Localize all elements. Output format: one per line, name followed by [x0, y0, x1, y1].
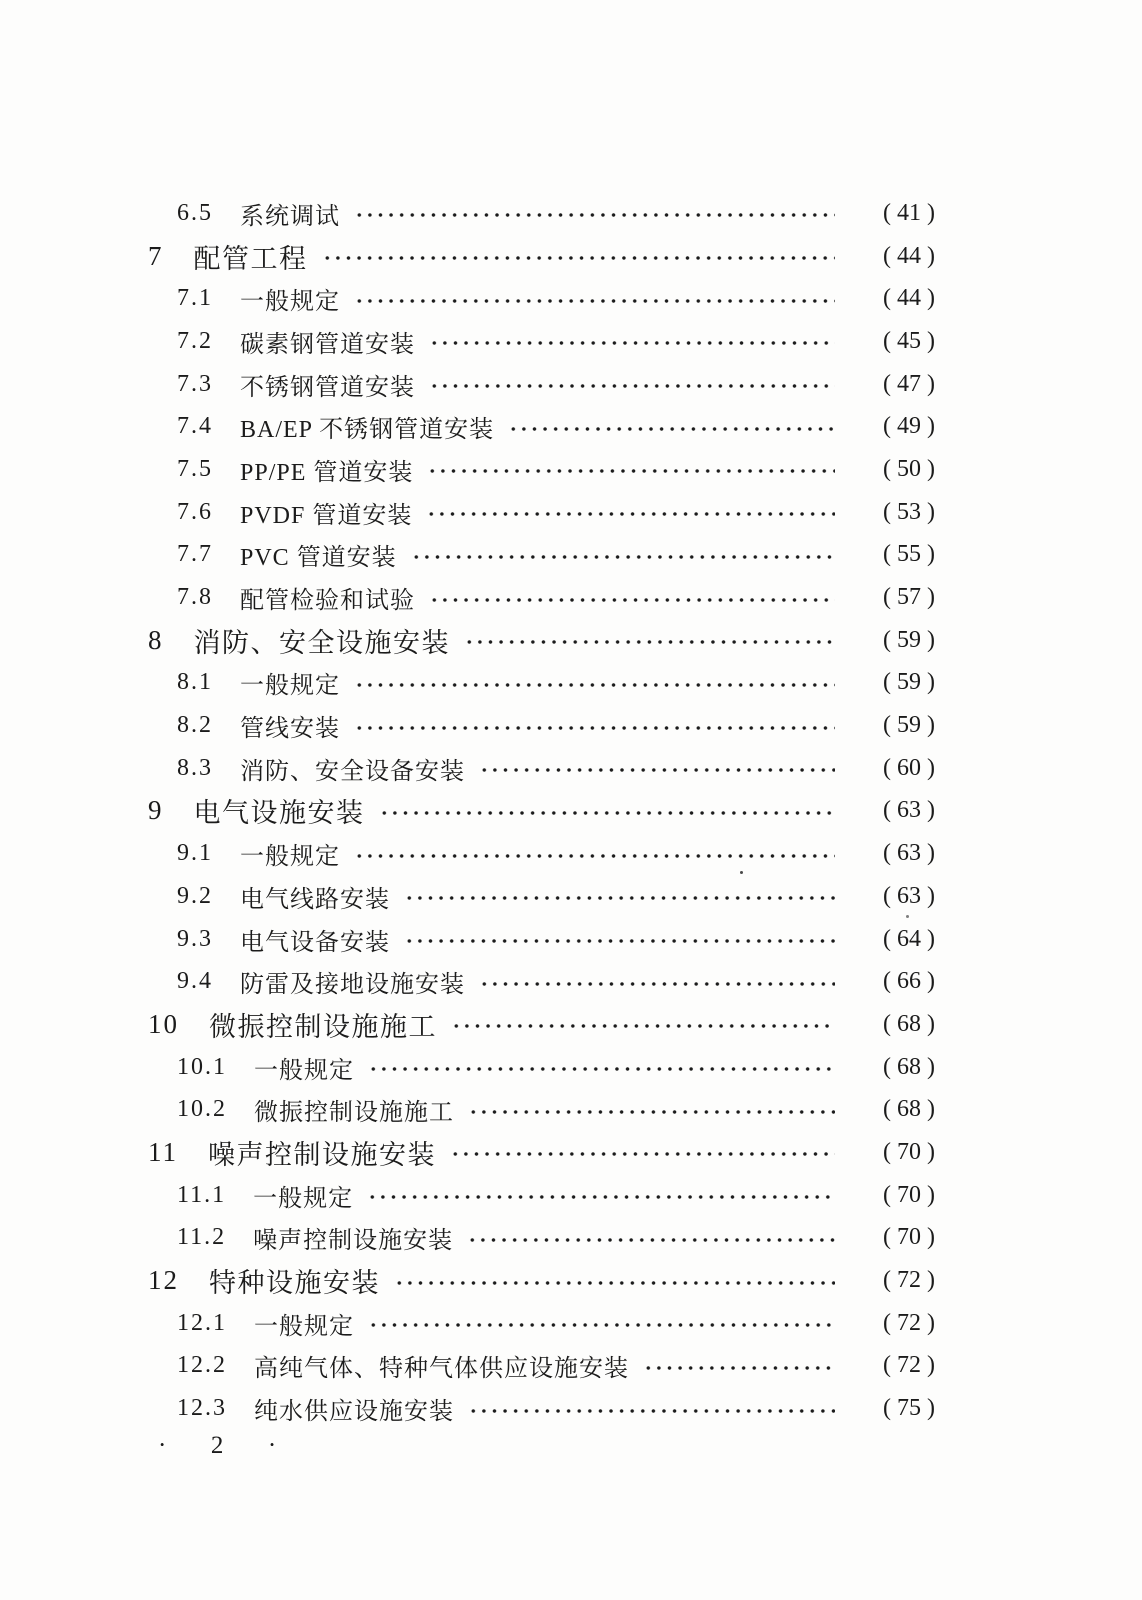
toc-entry-title: 特种设施安装: [209, 1268, 380, 1299]
toc-entry: [143, 619, 935, 662]
toc-entry-page: ( 72 ): [883, 1309, 935, 1336]
toc-entry: [143, 277, 935, 320]
dot-leader: [643, 1365, 835, 1371]
dot-leader: [479, 981, 835, 987]
toc-entry-page: ( 59 ): [883, 669, 935, 696]
toc-entry: [143, 320, 935, 363]
toc-entry: [143, 576, 935, 619]
dot-leader: [450, 1151, 835, 1157]
toc-entry-title: PVC 管道安装: [240, 545, 397, 572]
toc-entry-page: ( 44 ): [883, 285, 935, 312]
toc-entry-title: 电气设施安装: [193, 798, 365, 829]
toc-entry: [143, 704, 935, 747]
toc-entry-number: 7.8: [177, 584, 213, 611]
toc-entry-page: ( 55 ): [883, 541, 935, 568]
toc-entry: [143, 235, 935, 278]
dot-leader: [368, 1066, 835, 1072]
dot-leader: [368, 1322, 835, 1328]
dot-leader: [427, 468, 835, 474]
toc-entry: [143, 1217, 935, 1260]
toc-entry-page: ( 59 ): [883, 626, 935, 653]
toc-entry-page: ( 70 ): [883, 1224, 935, 1251]
toc-entry: [143, 192, 935, 235]
toc-entry: [143, 960, 935, 1003]
toc-entry-number: 9: [148, 795, 164, 826]
toc-entry-page: ( 60 ): [883, 754, 935, 781]
dot-leader: [354, 298, 835, 304]
toc-entry-page: ( 45 ): [883, 327, 935, 354]
toc-entry-number: 9.3: [177, 925, 213, 952]
dot-leader: [404, 895, 835, 901]
toc-entry-number: 11.1: [177, 1181, 227, 1208]
toc-entry-page: ( 75 ): [883, 1395, 935, 1422]
page-number-footer: · 2 ·: [158, 1432, 281, 1459]
toc-entry-page: ( 72 ): [883, 1267, 935, 1294]
toc-entry: [143, 1174, 935, 1217]
toc-entry-number: 8.3: [177, 754, 213, 781]
dot-leader: [426, 511, 835, 517]
toc-entry-title: PP/PE 管道安装: [240, 459, 414, 486]
dot-leader: [468, 1408, 835, 1414]
toc-entry-number: 9.1: [177, 840, 213, 867]
dot-leader: [508, 426, 835, 432]
toc-entry-page: ( 68 ): [883, 1096, 935, 1123]
toc-entry-number: 7.1: [177, 285, 213, 312]
toc-entry-page: ( 72 ): [883, 1352, 935, 1379]
toc-entry-title: 噪声控制设施安装: [253, 1228, 454, 1255]
toc-entry-title: 一般规定: [240, 673, 340, 700]
toc-entry: [143, 1345, 935, 1388]
toc-entry-number: 9.4: [177, 968, 213, 995]
toc-entry-number: 12.1: [177, 1309, 227, 1336]
dot-leader: [354, 725, 835, 731]
toc-entry-title: 防雷及接地设施安装: [240, 972, 465, 999]
toc-entry-number: 7.5: [177, 455, 213, 482]
toc-entry: [143, 405, 935, 448]
toc-entry-title: PVDF 管道安装: [240, 502, 413, 529]
toc-entry-page: ( 68 ): [883, 1053, 935, 1080]
dot-leader: [411, 554, 835, 560]
dot-leader: [429, 383, 835, 389]
toc-entry-number: 8.2: [177, 712, 213, 739]
toc-entry-number: 7.4: [177, 413, 213, 440]
dot-leader: [354, 853, 835, 859]
toc-entry: [143, 491, 935, 534]
toc-entry-title: 消防、安全设施安装: [193, 627, 450, 658]
toc-entry-page: ( 53 ): [883, 498, 935, 525]
scan-speck: [740, 871, 743, 874]
dot-leader: [429, 340, 835, 346]
toc-entry: [143, 448, 935, 491]
dot-leader: [451, 1023, 835, 1029]
toc-entry: [143, 747, 935, 790]
toc-entry-page: ( 64 ): [883, 925, 935, 952]
dot-leader: [354, 212, 835, 218]
toc-entry-page: ( 70 ): [883, 1181, 935, 1208]
toc-entry-title: BA/EP 不锈钢管道安装: [240, 417, 495, 444]
dot-leader: [467, 1237, 835, 1243]
toc-entry-page: ( 59 ): [883, 712, 935, 739]
toc-entry: [143, 662, 935, 705]
toc-entry-title: 电气线路安装: [240, 886, 390, 913]
toc-entry-page: ( 70 ): [883, 1138, 935, 1165]
toc-entry-page: ( 41 ): [883, 199, 935, 226]
dot-leader: [468, 1109, 835, 1115]
dot-leader: [322, 255, 836, 261]
dot-leader: [379, 810, 836, 816]
toc-entry-title: 消防、安全设备安装: [240, 758, 465, 785]
toc-entry-number: 10.1: [177, 1053, 227, 1080]
toc-entry-title: 管线安装: [240, 716, 340, 743]
scan-speck: [906, 915, 909, 918]
toc-entry-page: ( 68 ): [883, 1010, 935, 1037]
toc-entry-number: 12.3: [177, 1395, 227, 1422]
dot-leader: [354, 682, 835, 688]
toc-entry-title: 微振控制设施施工: [209, 1011, 437, 1042]
toc-entry-title: 配管检验和试验: [240, 588, 415, 615]
toc-entry-number: 6.5: [177, 199, 213, 226]
toc-entry-title: 一般规定: [254, 1313, 354, 1340]
toc-entry-title: 微振控制设施施工: [254, 1100, 454, 1127]
toc-entry-page: ( 63 ): [883, 882, 935, 909]
dot-leader: [464, 639, 835, 645]
toc-entry-number: 8: [148, 624, 164, 655]
toc-entry: [143, 534, 935, 577]
dot-leader: [404, 938, 835, 944]
toc-entry: [143, 918, 935, 961]
toc-entry-title: 噪声控制设施安装: [208, 1139, 436, 1170]
toc-entry: [143, 1003, 935, 1046]
toc-entry-number: 7.3: [177, 370, 213, 397]
toc-entry: [143, 1387, 935, 1430]
toc-entry-number: 7: [148, 240, 164, 271]
toc-entry-page: ( 66 ): [883, 968, 935, 995]
toc-entry-title: 一般规定: [253, 1185, 354, 1212]
toc-entry-number: 7.2: [177, 327, 213, 354]
toc-entry-number: 8.1: [177, 669, 213, 696]
toc-entry-title: 系统调试: [240, 203, 340, 230]
toc-entry-number: 7.6: [177, 498, 213, 525]
toc-entry-page: ( 63 ): [883, 797, 935, 824]
toc-entry: [143, 875, 935, 918]
toc-entry-page: ( 57 ): [883, 584, 935, 611]
toc-entry-page: ( 63 ): [883, 840, 935, 867]
toc-entry: [143, 1088, 935, 1131]
toc-list: [143, 192, 935, 1430]
toc-entry: [143, 1131, 935, 1174]
toc-entry: [143, 1302, 935, 1345]
toc-entry-title: 电气设备安装: [240, 929, 390, 956]
dot-leader: [429, 597, 835, 603]
toc-entry: [143, 363, 935, 406]
toc-entry-title: 高纯气体、特种气体供应设施安装: [254, 1356, 629, 1383]
toc-entry-number: 11: [148, 1136, 178, 1167]
toc-entry-number: 11.2: [177, 1224, 227, 1251]
toc-entry: [143, 832, 935, 875]
toc-entry-title: 不锈钢管道安装: [240, 374, 415, 401]
toc-entry-page: ( 50 ): [883, 455, 935, 482]
toc-entry-page: ( 44 ): [883, 242, 935, 269]
dot-leader: [394, 1280, 835, 1286]
toc-entry-title: 纯水供应设施安装: [254, 1399, 454, 1426]
dot-leader: [367, 1194, 835, 1200]
toc-entry-number: 10.2: [177, 1096, 227, 1123]
toc-entry: [143, 1259, 935, 1302]
toc-entry: [143, 790, 935, 833]
toc-entry-title: 一般规定: [254, 1057, 354, 1084]
dot-leader: [479, 767, 835, 773]
toc-entry-number: 9.2: [177, 882, 213, 909]
toc-entry-number: 12: [148, 1265, 179, 1296]
toc-entry-number: 10: [148, 1008, 179, 1039]
toc-entry-title: 一般规定: [240, 289, 340, 316]
toc-entry-number: 7.7: [177, 541, 213, 568]
toc-entry-title: 一般规定: [240, 844, 340, 871]
toc-entry-title: 配管工程: [193, 243, 308, 274]
toc-entry-page: ( 49 ): [883, 413, 935, 440]
toc-entry-title: 碳素钢管道安装: [240, 331, 415, 358]
toc-entry: [143, 1046, 935, 1089]
toc-entry-number: 12.2: [177, 1352, 227, 1379]
toc-entry-page: ( 47 ): [883, 370, 935, 397]
